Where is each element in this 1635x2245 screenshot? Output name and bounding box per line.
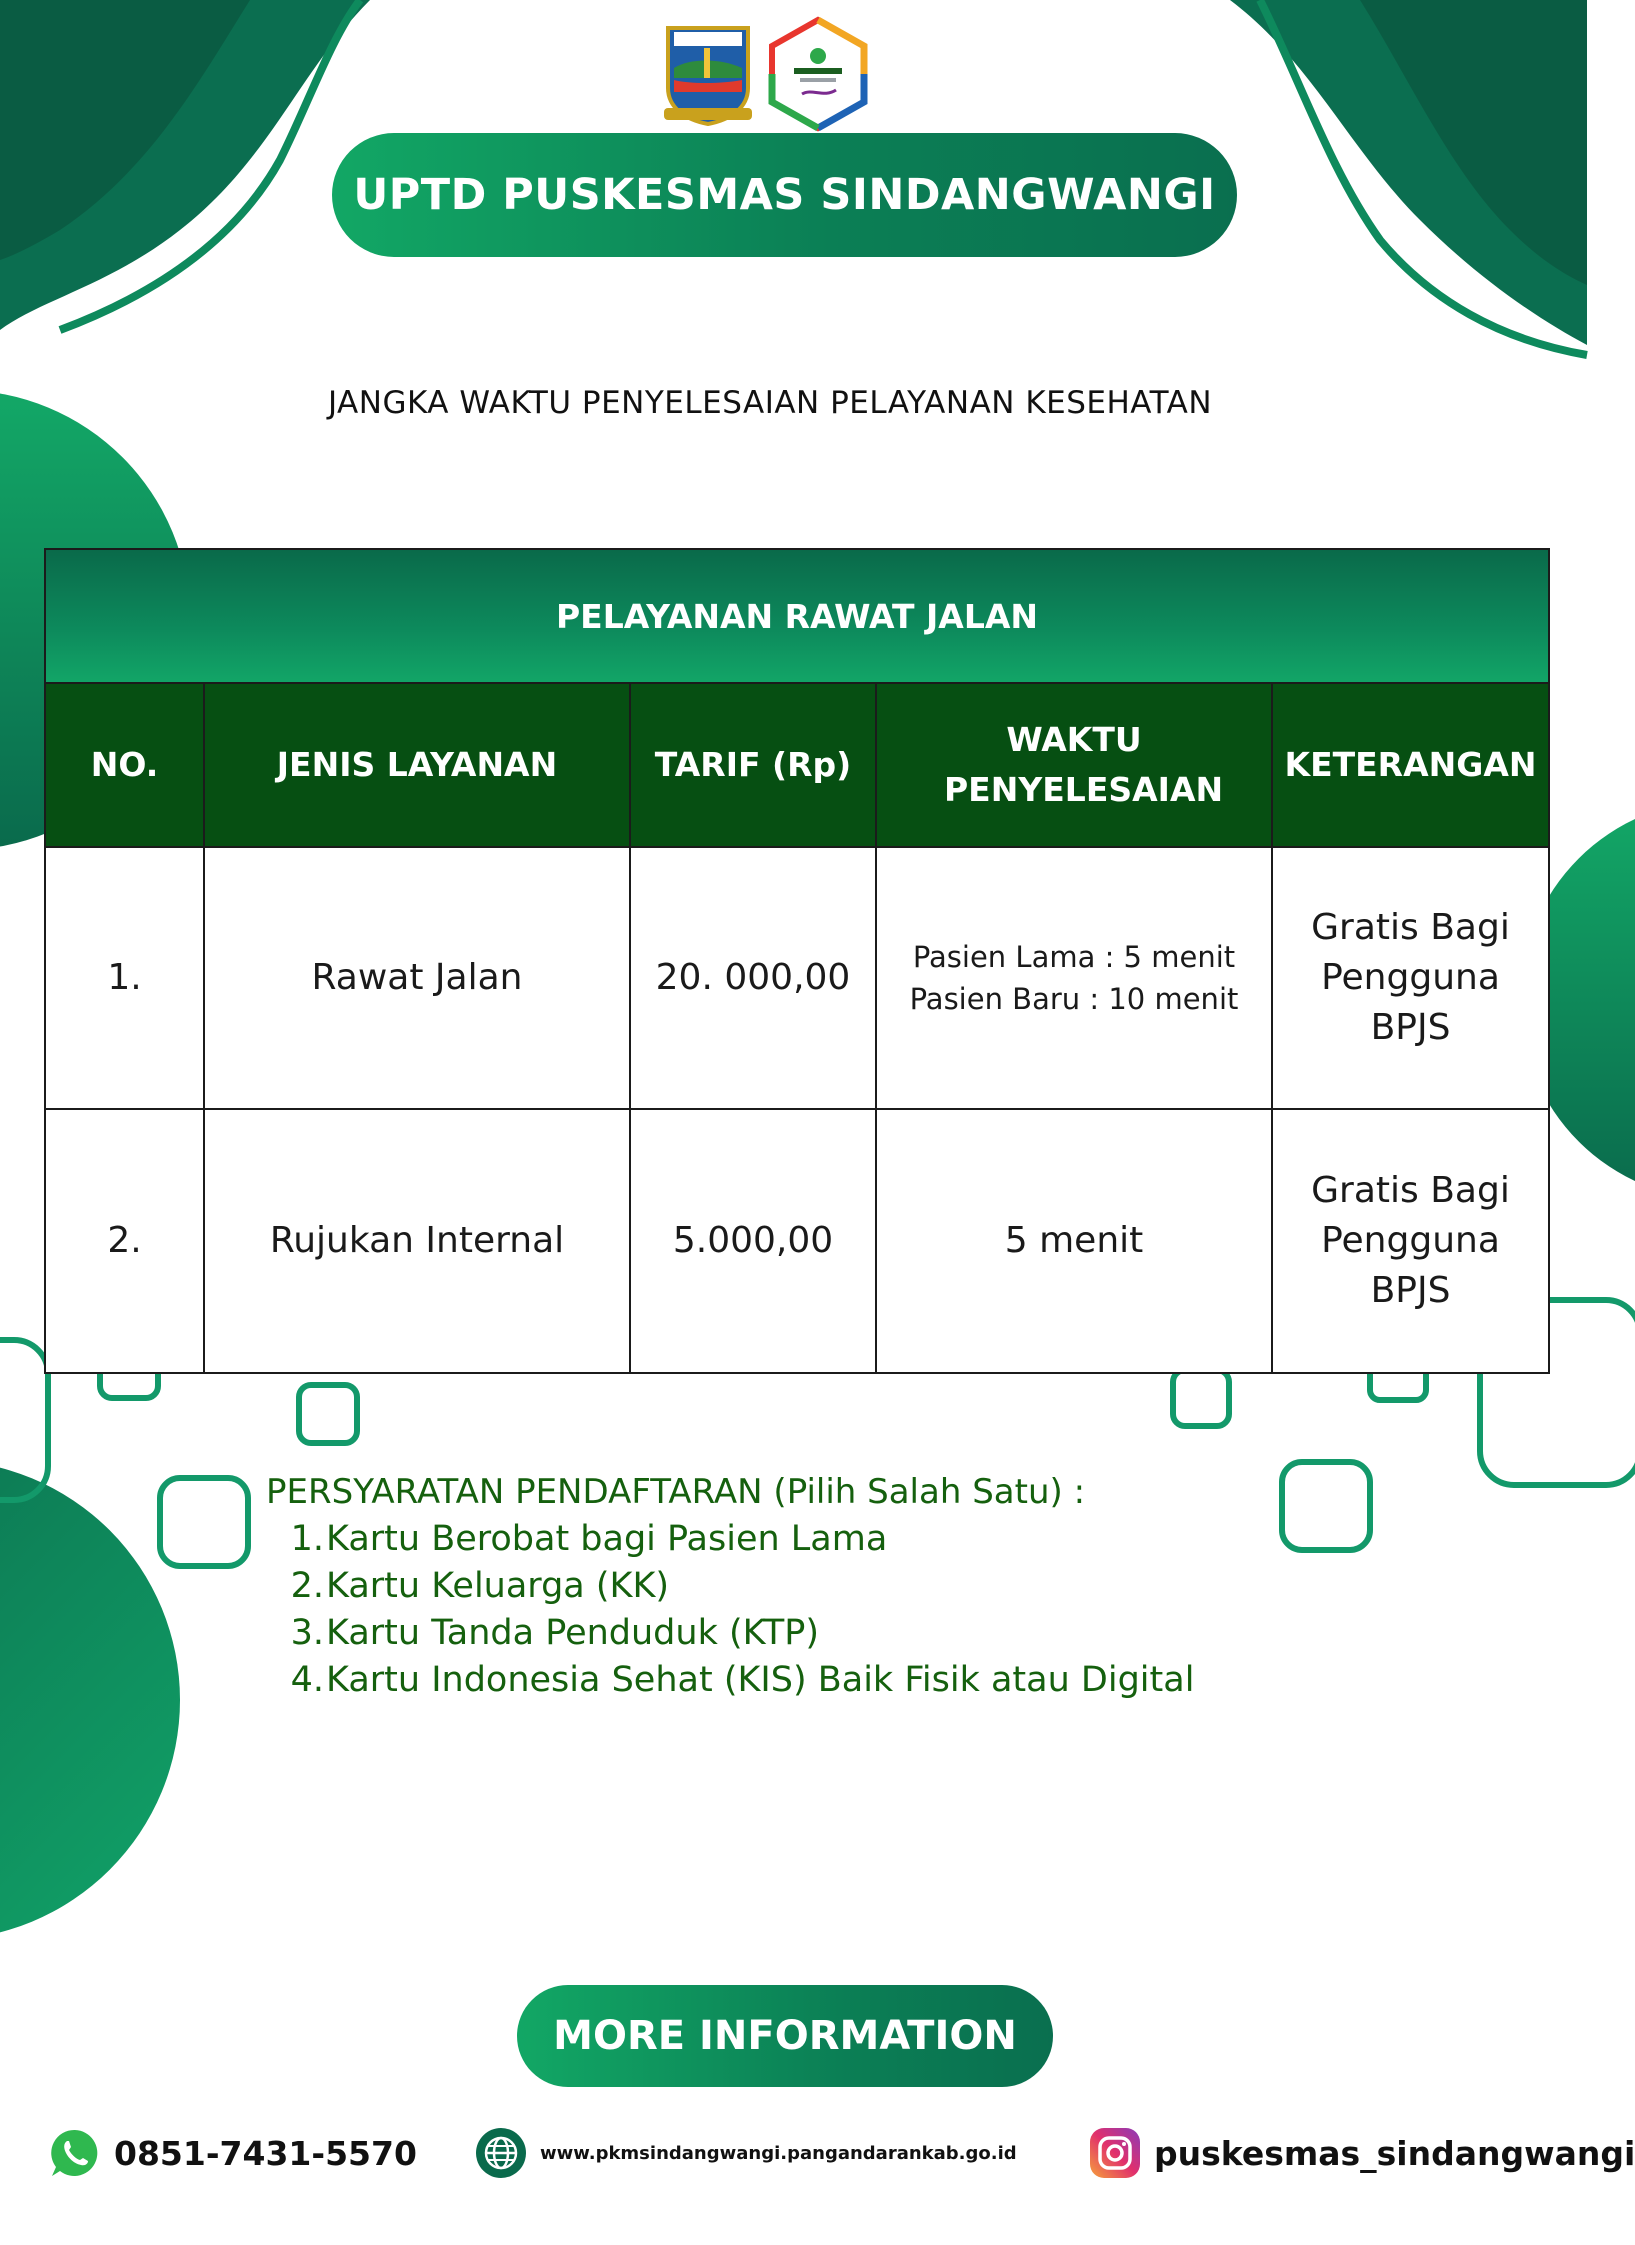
requirements-list — [266, 1516, 1366, 1704]
list-item-text: Kartu Berobat bagi Pasien Lama — [326, 1519, 888, 1559]
list-item-number: 2. — [290, 1566, 324, 1606]
row-keterangan-line1: Gratis Bagi — [1311, 907, 1510, 948]
table-row — [46, 1110, 1548, 1372]
phone-number: 0851-7431-5570 — [114, 2133, 417, 2173]
requirements-title: PERSYARATAN PENDAFTARAN (Pilih Salah Satu) : — [266, 1472, 1086, 1512]
list-item-number: 4. — [290, 1660, 324, 1700]
row-keterangan-line1: Gratis Bagi — [1311, 1170, 1510, 1211]
row-jenis-layanan: Rujukan Internal — [205, 1110, 631, 1372]
row-keterangan — [1273, 1110, 1548, 1372]
puskesmas-logo — [766, 18, 870, 130]
instagram-icon — [1088, 2126, 1142, 2180]
whatsapp-icon — [48, 2126, 102, 2180]
instagram-handle: puskesmas_sindangwangi — [1154, 2133, 1635, 2173]
row-waktu-line2: Pasien Baru : 10 menit — [909, 982, 1239, 1016]
phone-contact[interactable] — [48, 2125, 417, 2181]
website-url: www.pkmsindangwangi.pangandarankab.go.id — [540, 2142, 1017, 2164]
row-waktu — [877, 848, 1273, 1108]
row-jenis-layanan: Rawat Jalan — [205, 848, 631, 1108]
row-no: 1. — [46, 848, 205, 1108]
row-keterangan — [1273, 848, 1548, 1108]
row-keterangan-line2: Pengguna — [1321, 957, 1500, 998]
column-header-waktu-label: WAKTU PENYELESAIAN — [944, 720, 1224, 809]
row-tarif: 20. 000,00 — [631, 848, 877, 1108]
list-item-text: Kartu Keluarga (KK) — [326, 1566, 670, 1606]
list-item-text: Kartu Indonesia Sehat (KIS) Baik Fisik atau Digital — [326, 1660, 1195, 1700]
column-header-tarif: TARIF (Rp) — [631, 684, 877, 846]
row-keterangan-line2: Pengguna — [1321, 1220, 1500, 1261]
registration-requirements — [266, 1468, 1366, 1704]
instagram-contact[interactable] — [1088, 2125, 1635, 2181]
column-header-no: NO. — [46, 684, 205, 846]
row-no: 2. — [46, 1110, 205, 1372]
table-title: PELAYANAN RAWAT JALAN — [555, 596, 1039, 636]
kabupaten-pangandaran-logo — [660, 22, 756, 126]
row-waktu: 5 menit — [877, 1110, 1273, 1372]
column-header-waktu-penyelesaian — [877, 684, 1273, 846]
table-header-row — [46, 684, 1548, 848]
page-title: UPTD PUSKESMAS SINDANGWANGI — [353, 170, 1216, 220]
list-item-number: 1. — [290, 1519, 324, 1559]
table-title-bar — [46, 550, 1548, 684]
row-keterangan-line3: BPJS — [1370, 1270, 1451, 1311]
list-item — [266, 1516, 1366, 1563]
table-row — [46, 848, 1548, 1110]
page-subtitle: JANGKA WAKTU PENYELESAIAN PELAYANAN KESEHATAN — [327, 385, 1213, 421]
list-item — [266, 1563, 1366, 1610]
column-header-jenis-layanan: JENIS LAYANAN — [205, 684, 631, 846]
globe-icon — [474, 2126, 528, 2180]
more-information-label: MORE INFORMATION — [553, 2013, 1017, 2059]
row-keterangan-line3: BPJS — [1370, 1007, 1451, 1048]
list-item — [266, 1657, 1366, 1704]
title-banner — [332, 133, 1237, 257]
list-item — [266, 1610, 1366, 1657]
list-item-number: 3. — [290, 1613, 324, 1653]
column-header-keterangan: KETERANGAN — [1284, 745, 1537, 784]
more-information-button[interactable] — [517, 1985, 1053, 2087]
row-waktu-line1: Pasien Lama : 5 menit — [912, 940, 1236, 974]
website-contact[interactable] — [474, 2125, 1017, 2181]
list-item-text: Kartu Tanda Penduduk (KTP) — [326, 1613, 820, 1653]
row-tarif: 5.000,00 — [631, 1110, 877, 1372]
service-table — [44, 548, 1550, 1374]
